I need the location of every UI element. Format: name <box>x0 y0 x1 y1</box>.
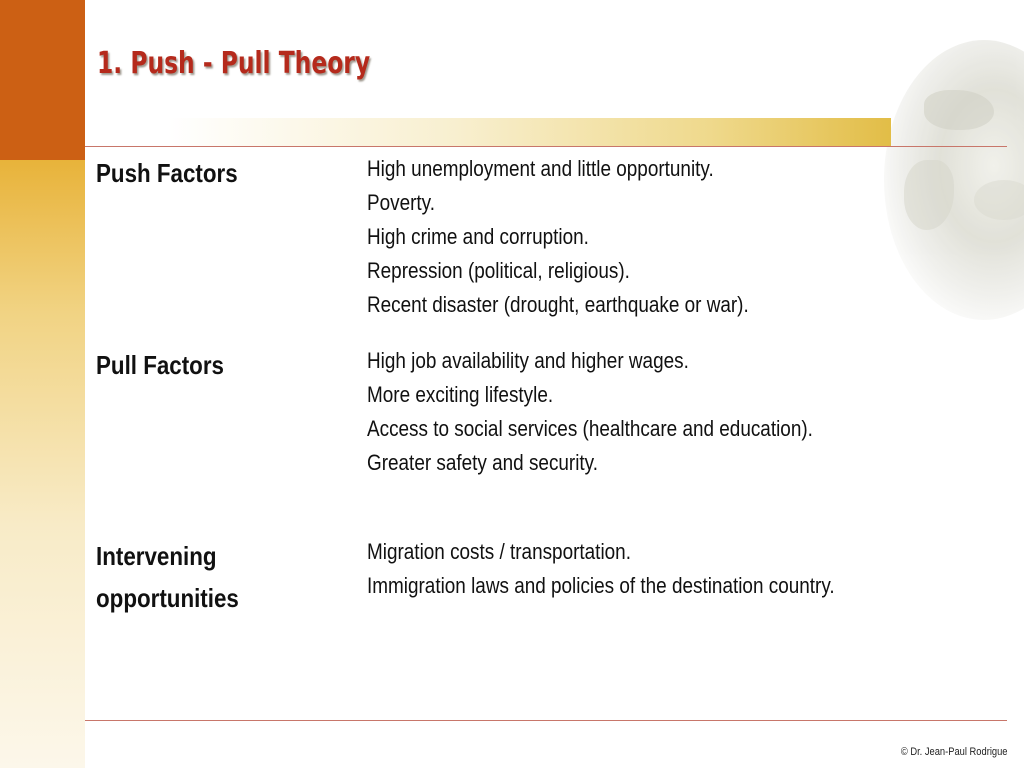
list-item: Immigration laws and policies of the destination country. <box>367 573 835 598</box>
copyright-footer: © Dr. Jean-Paul Rodrigue <box>901 746 1008 758</box>
bottom-divider <box>85 720 1007 721</box>
push-factors-label: Push Factors <box>96 158 238 188</box>
globe-landmass <box>924 90 994 130</box>
list-item: More exciting lifestyle. <box>367 382 554 407</box>
list-item: Greater safety and security. <box>367 450 599 475</box>
intervening-opportunities-list <box>367 535 835 603</box>
list-item: Migration costs / transportation. <box>367 539 631 564</box>
left-accent-bar-bottom <box>0 160 85 768</box>
left-accent-bar-top <box>0 0 85 160</box>
globe-watermark <box>884 40 1024 320</box>
list-item: Access to social services (healthcare and education). <box>367 416 813 441</box>
pull-factors-label: Pull Factors <box>96 350 224 380</box>
pull-factors-list <box>367 344 813 480</box>
list-item: Poverty. <box>367 190 435 215</box>
top-divider <box>85 146 1007 147</box>
list-item: High unemployment and little opportunity. <box>367 156 714 181</box>
list-item: High crime and corruption. <box>367 224 589 249</box>
push-factors-list <box>367 152 749 322</box>
list-item: Recent disaster (drought, earthquake or war). <box>367 292 749 317</box>
title-gradient-band <box>168 118 891 146</box>
intervening-opportunities-label: Intervening opportunities <box>96 541 239 613</box>
globe-landmass <box>974 180 1024 220</box>
globe-landmass <box>904 160 954 230</box>
slide-title: 1. Push - Pull Theory <box>97 46 371 81</box>
list-item: Repression (political, religious). <box>367 258 630 283</box>
list-item: High job availability and higher wages. <box>367 348 689 373</box>
